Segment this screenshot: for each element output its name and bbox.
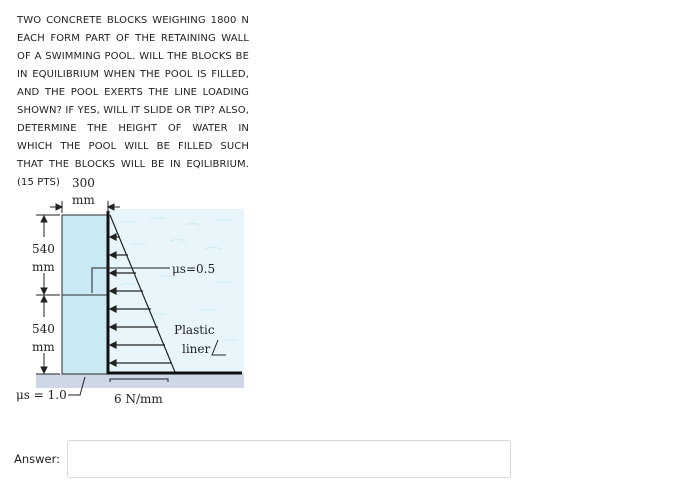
concrete-block-top xyxy=(62,215,108,295)
retaining-wall-figure xyxy=(0,165,260,415)
liner-label-1: Plastic xyxy=(174,323,215,337)
ground xyxy=(36,374,244,388)
block-top-height-unit: mm xyxy=(32,260,55,274)
answer-input[interactable] xyxy=(67,440,511,478)
mu-wall-liner: μs=0.5 xyxy=(172,262,216,276)
answer-label: Answer: xyxy=(14,452,61,466)
concrete-block-bottom xyxy=(62,295,108,374)
liner-label-2: liner xyxy=(182,342,211,356)
block-top-height: 540 xyxy=(32,242,55,256)
question-text: TWO CONCRETE BLOCKS WEIGHING 1800 N EACH FORM PART OF THE RETAINING WALL OF A SWIMMING POOL. WILL THE BLOCKS BE IN EQUILIBRIUM WHEN THE POOL IS FILLED, AND THE POOL EXERTS THE LINE LOADING SHOWN? IF YES, WILL IT SLIDE OR TIP? ALSO, DETERMINE THE HEIGHT OF WATER IN WHICH THE POOL WILL BE FILLED SUCH THAT THE BLOCKS WILL BE IN EQILIBRIUM. (15 PTS) xyxy=(17,15,249,188)
width-unit: mm xyxy=(72,193,95,207)
block-bottom-height: 540 xyxy=(32,322,55,336)
block-bottom-height-unit: mm xyxy=(32,340,55,354)
width-value: 300 xyxy=(72,176,95,190)
load-label: 6 N/mm xyxy=(114,392,163,406)
mu-ground: μs = 1.0 xyxy=(16,388,67,402)
